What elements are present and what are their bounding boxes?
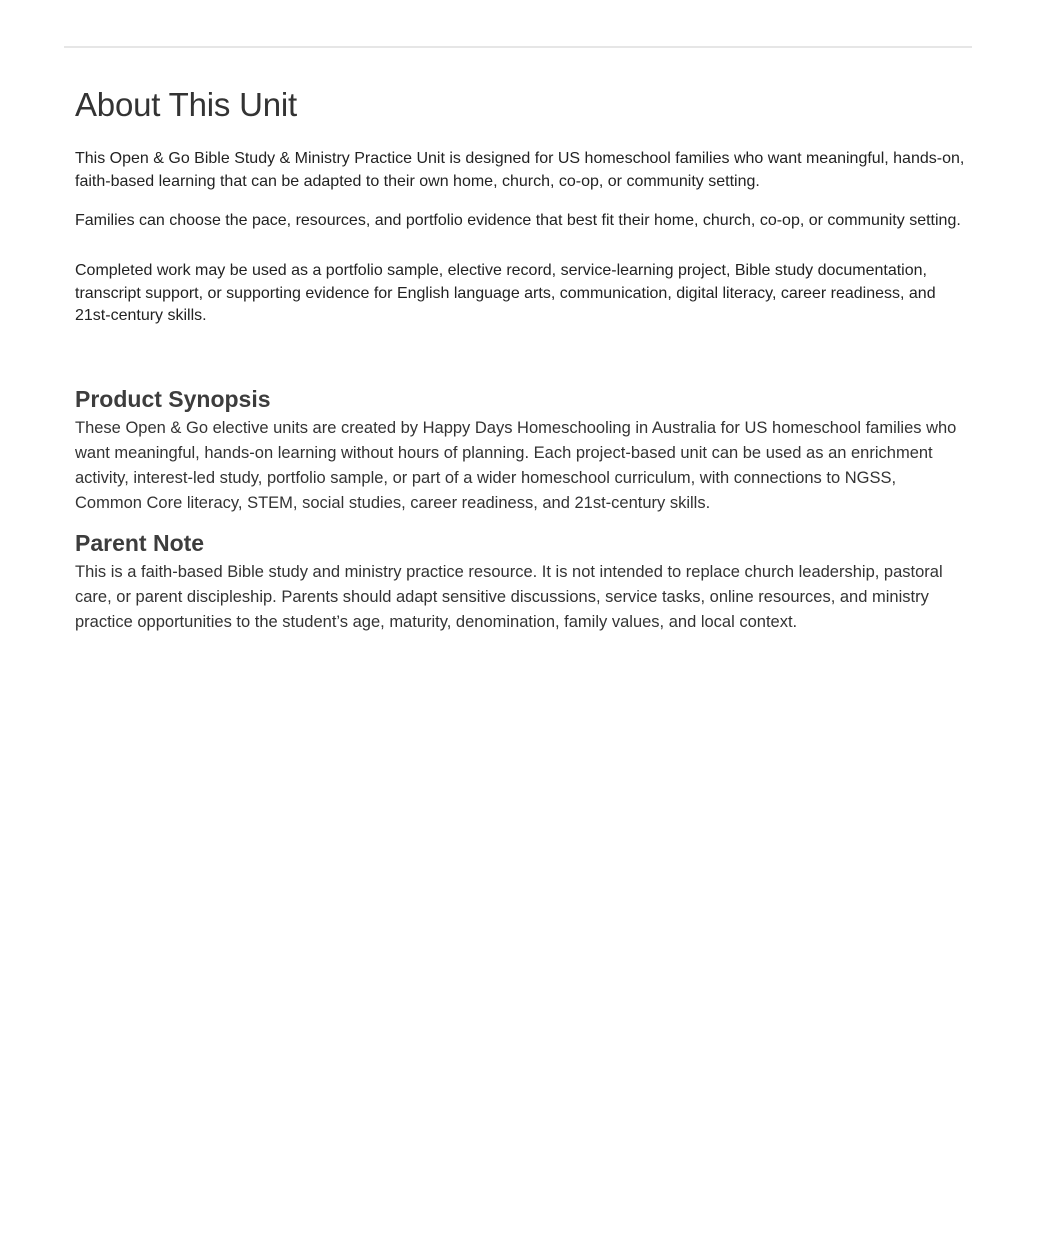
page-title: About This Unit xyxy=(75,86,298,123)
about-paragraph-3: Completed work may be used as a portfolio sample, elective record, service-learning project, Bible study documentation, transcript support, or supporting evidence for English language arts, communication, digital literacy, career readiness, and 21st-century skills. xyxy=(75,262,936,324)
parent-note-heading: Parent Note xyxy=(75,529,205,556)
document-content xyxy=(75,84,967,635)
about-paragraph-1: This Open & Go Bible Study & Ministry Practice Unit is designed for US homeschool families who want meaningful, hands-on, faith-based learning that can be adapted to their own home, church, co-op, or community setting. xyxy=(75,150,965,190)
product-synopsis-text: These Open & Go elective units are created by Happy Days Homeschooling in Australia for US homeschool families who want meaningful, hands-on learning without hours of planning. Each project-based unit can be used as an enrichment activity, interest-led study, portfolio sample, or part of a wider homeschool curriculum, with connections to NGSS, Common Core literacy, STEM, social studies, career readiness, and 21st-century skills. xyxy=(75,418,957,512)
top-divider xyxy=(64,46,972,48)
product-synopsis-heading: Product Synopsis xyxy=(75,385,271,412)
about-paragraph-2: Families can choose the pace, resources, and portfolio evidence that best fit their home, church, co-op, or community setting. xyxy=(75,212,961,229)
parent-note-text: This is a faith-based Bible study and ministry practice resource. It is not intended to replace church leadership, pastoral care, or parent discipleship. Parents should adapt sensitive discussions, service tasks, online resources, and ministry practice opportunities to the student’s age, maturity, denomination, family values, and local context. xyxy=(75,562,943,631)
